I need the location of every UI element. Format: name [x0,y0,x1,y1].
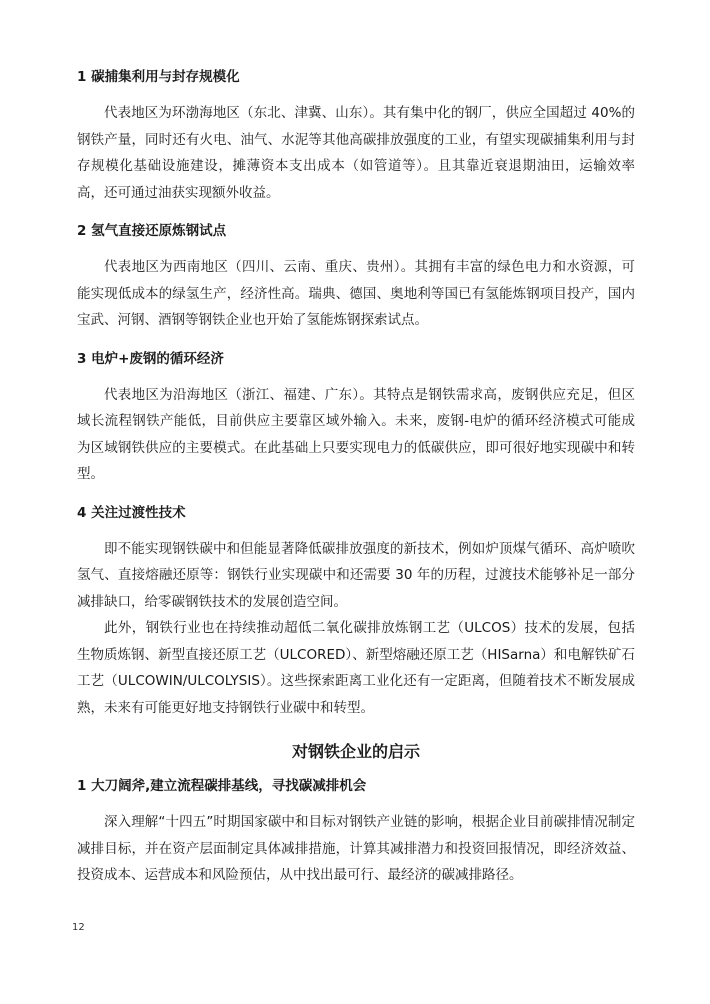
paragraph-transition-tech-1: 即不能实现钢铁碳中和但能显著降低碳排放强度的新技术，例如炉顶煤气循环、高炉喷吹氢气、直接熔融还原等：钢铁行业实现碳中和还需要 30 年的历程，过渡技术能够补足一部分减排缺口，给零碳钢铁技术的发展创造空间。 [77,540,635,610]
block-enterprise-baseline [77,775,635,889]
heading-enterprise-baseline: 1 大刀阔斧,建立流程碳排基线，寻找碳减排机会 [77,778,367,794]
paragraph-hydrogen: 代表地区为西南地区（四川、云南、重庆、贵州）。其拥有丰富的绿色电力和水资源，可能实现低成本的绿氢生产，经济性高。瑞典、德国、奥地利等国已有氢能炼钢项目投产，国内宝武、河钢、酒钢等钢铁企业也开始了氢能炼钢探索试点。 [77,259,635,328]
page-number: 12 [72,922,85,933]
block-transition-tech [77,502,635,722]
block-ccus [77,66,635,206]
paragraph-ccus: 代表地区为环渤海地区（东北、津冀、山东）。其有集中化的钢厂，供应全国超过 40%的钢铁产量，同时还有火电、油气、水泥等其他高碳排放强度的工业，有望实现碳捕集利用与封存规模化基础设施建设，摊薄资本支出成本（如管道等）。且其靠近衰退期油田，运输效率高，还可通过油获实现额外收益。 [77,105,635,201]
paragraph-transition-tech-2: 此外，钢铁行业也在持续推动超低二氧化碳排放炼钢工艺（ULCOS）技术的发展，包括生物质炼钢、新型直接还原工艺（ULCORED）、新型熔融还原工艺（HISarna）和电解铁矿石工艺（ULCOWIN/ULCOLYSIS）。这些探索距离工业化还有一定距离，但随着技术不断发展成熟，未来有可能更好地支持钢铁行业碳中和转型。 [77,620,635,716]
section-title: 对钢铁企业的启示 [291,742,420,761]
heading-electric-furnace: 3 电炉+废钢的循环经济 [77,350,224,367]
block-hydrogen [77,220,635,334]
paragraph-enterprise-baseline: 深入理解“十四五”时期国家碳中和目标对钢铁产业链的影响，根据企业目前碳排情况制定减排目标，并在资产层面制定具体减排措施，计算其减排潜力和投资回报情况，即经济效益、投资成本、运营成本和风险预估，从中找出最可行、最经济的碳减排路径。 [77,814,635,883]
heading-hydrogen: 2 氢气直接还原炼钢试点 [77,223,227,239]
block-electric-furnace [77,348,635,488]
heading-transition-tech: 4 关注过渡性技术 [77,504,186,521]
paragraph-electric-furnace: 代表地区为沿海地区（浙江、福建、广东）。其特点是钢铁需求高，废钢供应充足，但区域长流程钢铁产能低，目前供应主要靠区域外输入。未来，废钢-电炉的循环经济模式可能成为区域钢铁供应的主要模式。在此基础上只要实现电力的低碳供应，即可很好地实现碳中和转型。 [77,386,635,482]
page-content [77,66,635,903]
heading-ccus: 1 碳捕集利用与封存规模化 [77,69,240,85]
